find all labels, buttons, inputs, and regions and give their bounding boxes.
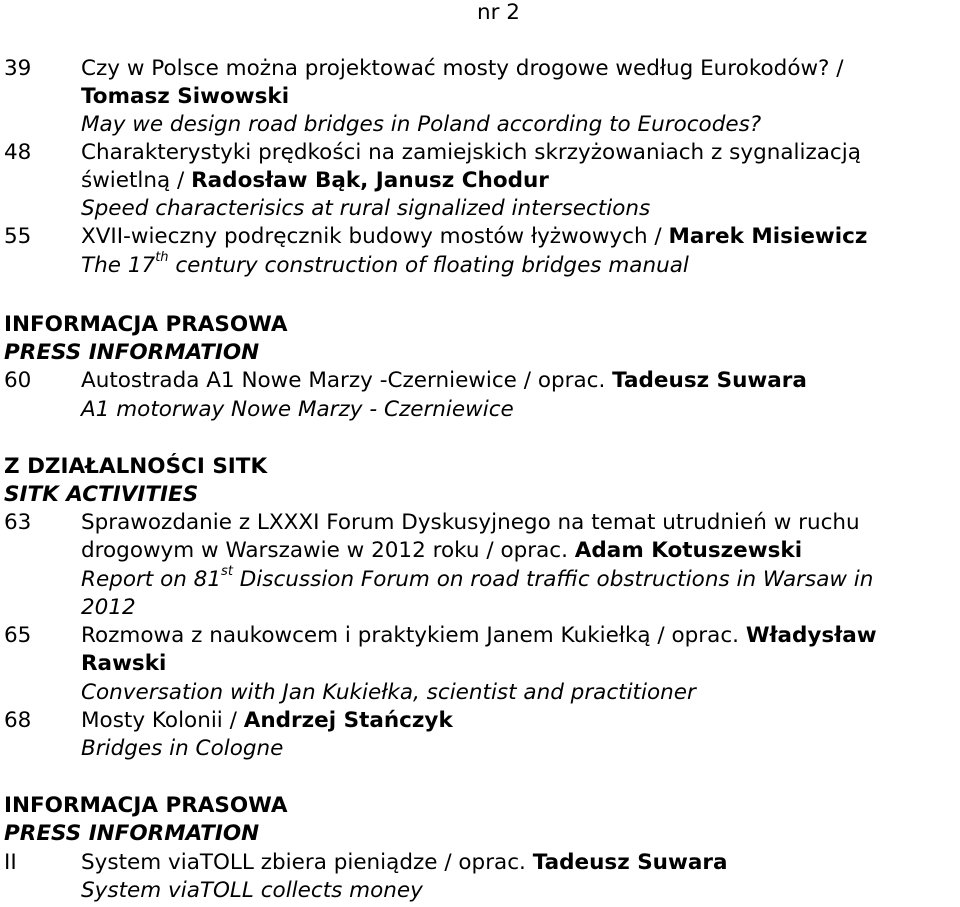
entry-title-pl: Rozmowa z naukowcem i praktykiem Janem Kukiełką / oprac.: [81, 623, 746, 648]
entry-author-cont: Rawski: [81, 651, 167, 676]
ordinal-suffix: st: [221, 563, 233, 579]
entry-title-pl: Charakterystyki prędkości na zamiejskich skrzyżowaniach z sygnalizacją: [81, 140, 861, 165]
entry-title-pl: Mosty Kolonii /: [81, 708, 244, 733]
entry-title-en-cont: 2012: [81, 595, 136, 620]
entry-title-line: [81, 849, 727, 877]
entry-title-en: System viaTOLL collects money: [81, 878, 423, 903]
entry-title-en-part: Discussion Forum on road traffic obstructions in Warsaw in: [232, 567, 874, 592]
entry-title-pl: System viaTOLL zbiera pieniądze / oprac.: [81, 850, 533, 875]
entry-author: Tadeusz Suwara: [612, 368, 807, 393]
entry-title-en: [81, 563, 874, 594]
entry-author: Tadeusz Suwara: [532, 850, 728, 875]
entry-title-line: [81, 707, 453, 735]
entry-author: Władysław: [745, 623, 877, 648]
page-number: nr 2: [477, 0, 520, 25]
entry-number: 48: [4, 140, 32, 165]
section-heading-en: SITK ACTIVITIES: [4, 482, 199, 507]
entry-title-pl: Czy w Polsce można projektować mosty drogowe według Eurokodów? /: [81, 56, 844, 81]
entry-title-en-part: The 17: [81, 253, 156, 278]
entry-title-line: [81, 223, 867, 251]
entry-author: Adam Kotuszewski: [574, 538, 803, 563]
entry-number: 39: [4, 56, 32, 81]
entry-title-en: Conversation with Jan Kukiełka, scientist and practitioner: [81, 680, 696, 705]
entry-title-line: [81, 622, 877, 650]
entry-number: 55: [4, 224, 32, 249]
entry-title-pl: XVII-wieczny podręcznik budowy mostów łyżwowych /: [81, 224, 669, 249]
entry-title-line: [81, 367, 807, 395]
entry-number: 63: [4, 510, 32, 535]
entry-title-pl-part: świetlną /: [81, 168, 192, 193]
entry-title-en: May we design road bridges in Poland according to Eurocodes?: [81, 112, 762, 137]
entry-number: 65: [4, 623, 32, 648]
entry-title-pl: Sprawozdanie z LXXXI Forum Dyskusyjnego na temat utrudnień w ruchu: [81, 510, 860, 535]
entry-title-line: [81, 537, 802, 565]
entry-title-en: [81, 249, 689, 280]
entry-number: II: [4, 850, 17, 875]
entry-title-en: Bridges in Cologne: [81, 736, 284, 761]
ordinal-suffix: th: [155, 249, 169, 265]
section-heading-pl: INFORMACJA PRASOWA: [4, 312, 288, 337]
section-heading-pl: INFORMACJA PRASOWA: [4, 793, 288, 818]
entry-author: Marek Misiewicz: [668, 224, 868, 249]
entry-title-pl-cont: drogowym w Warszawie w 2012 roku / oprac.: [81, 538, 575, 563]
section-heading-en: PRESS INFORMATION: [4, 821, 260, 846]
entry-author: Tomasz Siwowski: [81, 84, 290, 109]
entry-title-en: Speed characterisics at rural signalized intersections: [81, 196, 651, 221]
entry-title-en-part: Report on 81: [81, 567, 222, 592]
entry-title-en-part: century construction of floating bridges manual: [168, 253, 689, 278]
entry-title-pl: Autostrada A1 Nowe Marzy -Czerniewice / oprac.: [81, 368, 613, 393]
entry-title-en: A1 motorway Nowe Marzy - Czerniewice: [81, 397, 514, 422]
entry-title-pl-cont: [81, 167, 549, 195]
entry-author: Radosław Bąk, Janusz Chodur: [191, 168, 549, 193]
section-heading-pl: Z DZIAŁALNOŚCI SITK: [4, 454, 268, 479]
entry-author: Andrzej Stańczyk: [243, 708, 453, 733]
entry-number: 60: [4, 368, 32, 393]
section-heading-en: PRESS INFORMATION: [4, 340, 260, 365]
entry-number: 68: [4, 708, 32, 733]
